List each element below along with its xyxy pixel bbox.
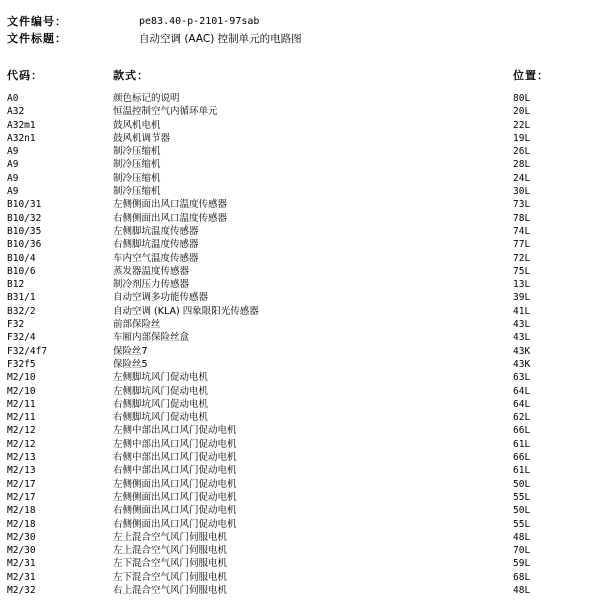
component-position: 59L xyxy=(513,558,531,570)
component-code: B10/35 xyxy=(7,225,42,237)
table-row xyxy=(0,252,604,265)
table-row xyxy=(0,185,604,198)
component-code: B10/6 xyxy=(7,265,36,277)
component-description: 前部保险丝 xyxy=(113,319,161,331)
component-code: B10/36 xyxy=(7,239,42,251)
component-position: 70L xyxy=(513,545,531,557)
component-code: M2/18 xyxy=(7,518,36,530)
table-row xyxy=(0,371,604,384)
table-row xyxy=(0,318,604,331)
component-position: 50L xyxy=(513,478,531,490)
component-code: M2/32 xyxy=(7,584,36,596)
component-code: M2/11 xyxy=(7,398,36,410)
component-position: 50L xyxy=(513,505,531,517)
component-code: A9 xyxy=(7,159,19,171)
table-row xyxy=(0,238,604,251)
table-row xyxy=(0,557,604,570)
table-row xyxy=(0,478,604,491)
table-row xyxy=(0,212,604,225)
component-code: A32 xyxy=(7,106,25,118)
component-description: 右侧脚坑风门促动电机 xyxy=(113,398,209,410)
component-position: 30L xyxy=(513,186,531,198)
component-code: M2/30 xyxy=(7,531,36,543)
column-header-code: 代码： xyxy=(7,69,43,82)
component-position: 22L xyxy=(513,119,531,131)
table-row xyxy=(0,385,604,398)
table-row xyxy=(0,451,604,464)
component-code: M2/13 xyxy=(7,452,36,464)
table-row xyxy=(0,438,604,451)
component-description: 右侧中部出风口风门促动电机 xyxy=(113,465,237,477)
component-position: 77L xyxy=(513,239,531,251)
component-description: 恒温控制空气内循环单元 xyxy=(113,106,218,118)
component-position: 73L xyxy=(513,199,531,211)
component-position: 61L xyxy=(513,438,531,450)
component-description: 右上混合空气风门伺服电机 xyxy=(113,584,228,596)
component-position: 48L xyxy=(513,531,531,543)
table-row xyxy=(0,158,604,171)
table-row xyxy=(0,491,604,504)
component-position: 63L xyxy=(513,372,531,384)
component-description: 左侧中部出风口风门促动电机 xyxy=(113,425,237,437)
component-description: 左上混合空气风门伺服电机 xyxy=(113,545,228,557)
table-row xyxy=(0,345,604,358)
component-position: 74L xyxy=(513,225,531,237)
component-position: 19L xyxy=(513,132,531,144)
component-position: 43L xyxy=(513,319,531,331)
component-position: 80L xyxy=(513,93,531,104)
component-description: 制冷压缩机 xyxy=(113,159,161,171)
component-description: 制冷压缩机 xyxy=(113,146,161,158)
component-code: F32/4 xyxy=(7,332,36,344)
component-code: M2/31 xyxy=(7,558,36,570)
component-position: 43K xyxy=(513,345,531,357)
component-code: A0 xyxy=(7,93,19,104)
component-description: 车内空气温度传感器 xyxy=(113,252,199,264)
component-code: A9 xyxy=(7,146,19,158)
component-code: A9 xyxy=(7,186,19,198)
table-row xyxy=(0,172,604,185)
component-code: A32n1 xyxy=(7,132,36,144)
component-description: 左上混合空气风门伺服电机 xyxy=(113,531,228,543)
component-code: M2/13 xyxy=(7,465,36,477)
table-row xyxy=(0,278,604,291)
doc-number-label: 文件编号： xyxy=(7,15,67,28)
table-row xyxy=(0,411,604,424)
table-row xyxy=(0,92,604,105)
component-position: 75L xyxy=(513,265,531,277)
table-row xyxy=(0,198,604,211)
component-description: 右侧中部出风口风门促动电机 xyxy=(113,452,237,464)
component-description: 左侧侧面出风口温度传感器 xyxy=(113,199,228,211)
table-row xyxy=(0,464,604,477)
table-row xyxy=(0,331,604,344)
component-code: M2/10 xyxy=(7,372,36,384)
component-description: 左侧中部出风口风门促动电机 xyxy=(113,438,237,450)
component-code: B10/31 xyxy=(7,199,42,211)
component-code: M2/31 xyxy=(7,571,36,583)
component-position: 48L xyxy=(513,584,531,596)
component-description: 左侧侧面出风口风门促动电机 xyxy=(113,478,237,490)
component-description: 左侧脚坑风门促动电机 xyxy=(113,385,209,397)
column-header-position: 位置： xyxy=(513,69,549,82)
component-description: 制冷压缩机 xyxy=(113,186,161,198)
component-position: 78L xyxy=(513,212,531,224)
table-row xyxy=(0,291,604,304)
component-position: 39L xyxy=(513,292,531,304)
table-row xyxy=(0,571,604,584)
component-description: 制冷剂压力传感器 xyxy=(113,279,190,291)
component-position: 66L xyxy=(513,425,531,437)
component-description: 左下混合空气风门伺服电机 xyxy=(113,558,228,570)
component-code: M2/18 xyxy=(7,505,36,517)
component-code: A9 xyxy=(7,172,19,184)
component-description: 左侧脚坑温度传感器 xyxy=(113,225,199,237)
component-position: 55L xyxy=(513,518,531,530)
component-description: 右侧脚坑风门促动电机 xyxy=(113,412,209,424)
doc-number-value: pe83.40-p-2101-97sab xyxy=(139,16,260,27)
component-description: 右侧脚坑温度传感器 xyxy=(113,239,199,251)
table-row xyxy=(0,518,604,531)
component-code: M2/30 xyxy=(7,545,36,557)
component-description: 车厢内部保险丝盒 xyxy=(113,332,190,344)
component-description: 左下混合空气风门伺服电机 xyxy=(113,571,228,583)
component-description: 保险丝5 xyxy=(113,358,148,370)
table-row xyxy=(0,119,604,132)
component-description: 左侧脚坑风门促动电机 xyxy=(113,372,209,384)
component-description: 左侧侧面出风口风门促动电机 xyxy=(113,491,237,503)
component-description: 蒸发器温度传感器 xyxy=(113,265,190,277)
component-code: A32m1 xyxy=(7,119,36,131)
component-position: 64L xyxy=(513,385,531,397)
component-position: 24L xyxy=(513,172,531,184)
component-code: M2/17 xyxy=(7,491,36,503)
component-position: 61L xyxy=(513,465,531,477)
table-row xyxy=(0,132,604,145)
component-code: M2/17 xyxy=(7,478,36,490)
component-position: 43L xyxy=(513,332,531,344)
component-description: 自动空调多功能传感器 xyxy=(113,292,209,304)
component-code: M2/12 xyxy=(7,438,36,450)
component-position: 28L xyxy=(513,159,531,171)
component-code: B12 xyxy=(7,279,25,291)
component-code: M2/11 xyxy=(7,412,36,424)
table-row xyxy=(0,398,604,411)
component-code: M2/10 xyxy=(7,385,36,397)
component-code: B31/1 xyxy=(7,292,36,304)
component-code: B10/4 xyxy=(7,252,36,264)
component-description: 保险丝7 xyxy=(113,345,148,357)
component-description: 右侧侧面出风口温度传感器 xyxy=(113,212,228,224)
component-description: 颜色标记的说明 xyxy=(113,93,180,104)
component-description: 鼓风机调节器 xyxy=(113,132,171,144)
component-position: 66L xyxy=(513,452,531,464)
component-position: 55L xyxy=(513,491,531,503)
component-list xyxy=(0,92,604,597)
table-row xyxy=(0,544,604,557)
component-description: 右侧侧面出风口风门促动电机 xyxy=(113,505,237,517)
component-description: 制冷压缩机 xyxy=(113,172,161,184)
table-row xyxy=(0,225,604,238)
doc-title-label: 文件标题： xyxy=(7,32,67,45)
component-code: F32 xyxy=(7,319,25,331)
table-row xyxy=(0,531,604,544)
component-position: 64L xyxy=(513,398,531,410)
component-code: B10/32 xyxy=(7,212,42,224)
component-description: 右侧侧面出风口风门促动电机 xyxy=(113,518,237,530)
table-row xyxy=(0,145,604,158)
component-code: B32/2 xyxy=(7,305,36,317)
component-position: 68L xyxy=(513,571,531,583)
table-row xyxy=(0,504,604,517)
column-header-style: 款式： xyxy=(113,69,149,82)
component-code: F32f5 xyxy=(7,358,36,370)
table-row xyxy=(0,105,604,118)
component-position: 20L xyxy=(513,106,531,118)
component-description: 自动空调 (KLA) 四象限阳光传感器 xyxy=(113,305,259,317)
table-row xyxy=(0,424,604,437)
doc-title-value: 自动空调 (AAC) 控制单元的电路图 xyxy=(139,33,302,45)
component-description: 鼓风机电机 xyxy=(113,119,161,131)
component-code: F32/4f7 xyxy=(7,345,48,357)
component-position: 41L xyxy=(513,305,531,317)
component-code: M2/12 xyxy=(7,425,36,437)
table-row xyxy=(0,584,604,597)
component-position: 72L xyxy=(513,252,531,264)
table-row xyxy=(0,265,604,278)
component-position: 26L xyxy=(513,146,531,158)
table-row xyxy=(0,358,604,371)
component-position: 62L xyxy=(513,412,531,424)
component-position: 43K xyxy=(513,358,531,370)
table-row xyxy=(0,305,604,318)
component-position: 13L xyxy=(513,279,531,291)
